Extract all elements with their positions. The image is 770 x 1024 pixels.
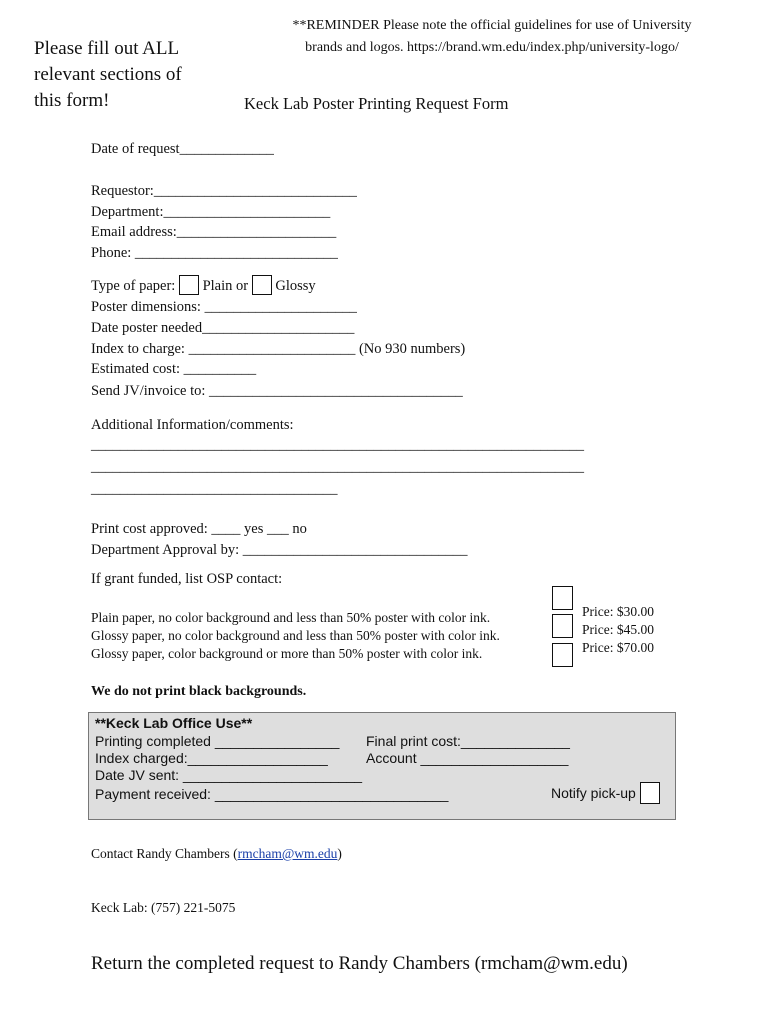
pricing-option-plain: Plain paper, no color background and less than 50% poster with color ink. xyxy=(91,610,491,625)
price-glossy: Price: $45.00 xyxy=(582,622,654,637)
comments-line-3[interactable]: __________________________________ xyxy=(91,481,338,497)
contact-line xyxy=(91,846,342,862)
keck-lab-phone: Keck Lab: (757) 221-5075 xyxy=(91,900,236,915)
fill-out-notice xyxy=(34,36,182,114)
return-instructions: Return the completed request to Randy Chambers (rmcham@wm.edu) xyxy=(91,953,628,974)
paper-type-row xyxy=(91,275,316,296)
department-field[interactable]: Department:_______________________ xyxy=(91,204,331,220)
fill-out-line-3: this form! xyxy=(34,90,110,111)
estimated-cost-field[interactable]: Estimated cost: __________ xyxy=(91,361,257,377)
reminder-note xyxy=(272,15,712,59)
notify-pickup-checkbox[interactable] xyxy=(640,782,660,804)
plain-paper-checkbox[interactable] xyxy=(179,275,199,295)
contact-prefix: Contact Randy Chambers ( xyxy=(91,846,238,861)
glossy-paper-checkbox[interactable] xyxy=(252,275,272,295)
contact-email-link[interactable]: rmcham@wm.edu xyxy=(237,846,338,861)
account-field[interactable]: Account ___________________ xyxy=(366,750,569,766)
notify-pickup-row xyxy=(551,782,660,804)
print-cost-approved-field[interactable]: Print cost approved: ____ yes ___ no xyxy=(91,521,307,537)
final-print-cost-field[interactable]: Final print cost:______________ xyxy=(366,733,570,749)
osp-contact-field[interactable]: If grant funded, list OSP contact: xyxy=(91,571,283,587)
printing-completed-field[interactable]: Printing completed ________________ xyxy=(95,733,340,749)
department-approval-field[interactable]: Department Approval by: _______________________________ xyxy=(91,542,468,558)
comments-line-2[interactable]: ____________________________________________________________________ xyxy=(91,459,584,475)
paper-type-label: Type of paper: xyxy=(91,278,176,294)
glossy-paper-label: Glossy xyxy=(275,278,316,294)
send-jv-field[interactable]: Send JV/invoice to: ___________________________________ xyxy=(91,383,463,399)
comments-label: Additional Information/comments: xyxy=(91,417,294,433)
phone-field[interactable]: Phone: ____________________________ xyxy=(91,245,338,261)
date-of-request-field[interactable]: Date of request_____________ xyxy=(91,141,274,157)
payment-received-field[interactable]: Payment received: ______________________________ xyxy=(95,786,449,802)
email-field[interactable]: Email address:______________________ xyxy=(91,224,337,240)
pricing-option-glossy: Glossy paper, no color background and less than 50% poster with color ink. xyxy=(91,628,500,643)
pricing-checkbox-glossy-color[interactable] xyxy=(552,643,573,667)
poster-dimensions-field[interactable]: Poster dimensions: _____________________ xyxy=(91,299,357,315)
office-use-heading: **Keck Lab Office Use** xyxy=(95,715,253,731)
pricing-checkbox-glossy[interactable] xyxy=(552,614,573,638)
reminder-line-1: **REMINDER Please note the official guidelines for use of University xyxy=(292,18,692,33)
fill-out-line-2: relevant sections of xyxy=(34,64,182,85)
date-needed-field[interactable]: Date poster needed_____________________ xyxy=(91,320,355,336)
pricing-option-glossy-color: Glossy paper, color background or more than 50% poster with color ink. xyxy=(91,646,483,661)
date-jv-sent-field[interactable]: Date JV sent: _______________________ xyxy=(95,767,363,783)
office-use-box xyxy=(88,712,676,820)
pricing-checkbox-plain[interactable] xyxy=(552,586,573,610)
price-glossy-color: Price: $70.00 xyxy=(582,640,654,655)
plain-paper-label: Plain or xyxy=(202,278,249,294)
reminder-line-2: brands and logos. https://brand.wm.edu/index.php/university-logo/ xyxy=(305,40,679,55)
requestor-field[interactable]: Requestor:____________________________ xyxy=(91,183,357,199)
index-charged-field[interactable]: Index charged:__________________ xyxy=(95,750,328,766)
no-black-backgrounds-note: We do not print black backgrounds. xyxy=(91,684,307,699)
price-plain: Price: $30.00 xyxy=(582,604,654,619)
index-to-charge-field[interactable]: Index to charge: _______________________ (No 930 numbers) xyxy=(91,341,466,357)
contact-suffix: ) xyxy=(337,846,342,861)
notify-pickup-label: Notify pick-up xyxy=(551,785,636,801)
fill-out-line-1: Please fill out ALL xyxy=(34,38,180,59)
form-title: Keck Lab Poster Printing Request Form xyxy=(244,94,509,113)
comments-line-1[interactable]: ____________________________________________________________________ xyxy=(91,437,584,453)
